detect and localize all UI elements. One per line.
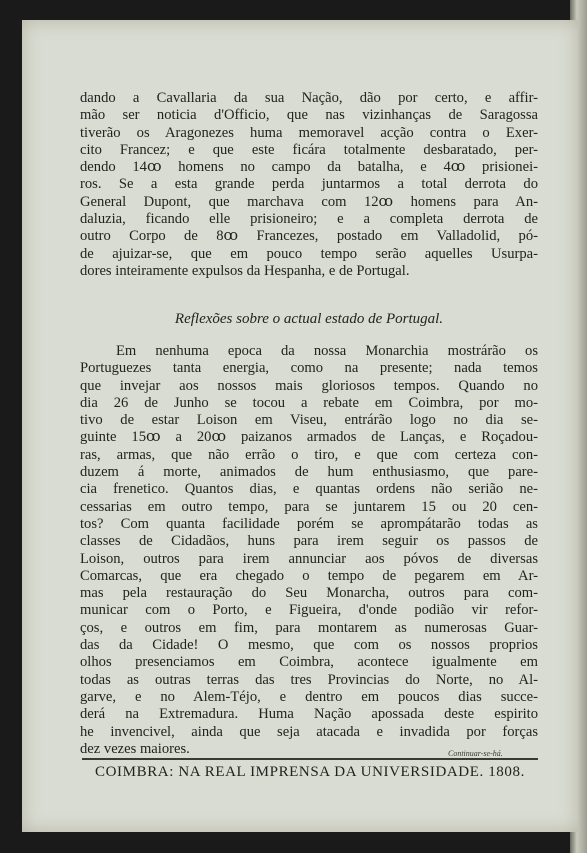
text-line: de ajuizar-se, que em pouco tempo serão aquelles Usurpa- — [80, 245, 538, 262]
text-line: ras, armas, que não errão o tiro, e que com certeza con- — [80, 446, 538, 463]
text-line: dando a Cavallaria da sua Nação, dão por certo, e affir- — [80, 90, 538, 106]
text-line: cessarias em outro tempo, para se juntarem 15 ou 20 cen- — [80, 498, 538, 515]
text-line: tiverão os Aragonezes huma memoravel acção contra o Exer- — [80, 124, 538, 141]
text-line: ços, e outros em fim, para montarem as numerosas Guar- — [80, 619, 538, 636]
imprint-line: COIMBRA: NA REAL IMPRENSA DA UNIVERSIDADE. 1808. — [95, 764, 525, 780]
text-line: das da Cidade! O mesmo, que com os nossos proprios — [80, 637, 538, 654]
paragraph-2 — [80, 343, 538, 758]
text-line: derá na Extremadura. Huma Nação apossada deste espirito — [80, 706, 538, 723]
text-line: Em nenhuma epoca da nossa Monarchia mostrárão os — [116, 343, 538, 359]
text-line: cia frenetico. Quantos dias, e quantas ordens não serião ne- — [80, 481, 538, 498]
text-line: Portuguezes tanta energia, como na presente; nada temos — [80, 360, 538, 377]
text-line: cito Francez; e que este ficára totalmente desbaratado, per- — [80, 141, 538, 158]
text-line: todas as outras terras das tres Provincias do Norte, no Al- — [80, 671, 538, 688]
text-line: daluzia, ficando elle prisioneiro; e a completa derrota de — [80, 211, 538, 228]
text-line: ros. Se a esta grande perda juntarmos a total derrota do — [80, 176, 538, 193]
paragraph-1 — [80, 90, 538, 280]
text-line: mão ser noticia d'Officio, que nas vizinhanças de Saragossa — [80, 107, 538, 124]
text-line: dez vezes maiores. — [80, 740, 190, 757]
text-line: he invencivel, ainda que seja atacada e invadida por forças — [80, 723, 538, 740]
text-line: Loison, outros para irem annunciar aos póvos de diversas — [80, 550, 538, 567]
continuation-note: Continuar-se-há. — [448, 749, 503, 758]
text-line: olhos presenciamos em Coimbra, acontece igualmente em — [80, 654, 538, 671]
text-line: dendo 14ꝏ homens no campo da batalha, e 4ꝏ prisionei- — [80, 159, 538, 176]
text-line: tos? Com quanta facilidade porém se aprompátarão todas as — [80, 515, 538, 532]
footer-rule — [82, 758, 538, 760]
text-line: mas pela restauração do Seu Monarcha, outros para com- — [80, 585, 538, 602]
text-line: Comarcas, que era chegado o tempo de pegarem em Ar- — [80, 567, 538, 584]
text-line: que invejar aos nossos mais gloriosos tempos. Quando no — [80, 377, 538, 394]
section-heading: Reflexões sobre o actual estado de Portugal. — [174, 311, 444, 327]
text-line: duzem á morte, animados de hum enthusiasmo, que pare- — [80, 464, 538, 481]
text-line: municar com o Porto, e Figueira, d'onde podião vir refor- — [80, 602, 538, 619]
text-line: classes de Cidadãos, huns para irem seguir os passos de — [80, 533, 538, 550]
text-line: guinte 15ꝏ a 20ꝏ paizanos armados de Lanças, e Roçadou- — [80, 429, 538, 446]
text-line: outro Corpo de 8ꝏ Francezes, postado em Valladolid, pó- — [80, 228, 538, 245]
text-line: dores inteiramente expulsos da Hespanha, e de Portugal. — [80, 262, 410, 279]
text-line: garve, e no Alem-Téjo, e dentro em poucos dias succe- — [80, 688, 538, 705]
text-line: tivo de estar Loison em Viseu, entrárão logo no dia se- — [80, 412, 538, 429]
text-line: dia 26 de Junho se tocou a rebate em Coimbra, por mo- — [80, 394, 538, 411]
text-line: General Dupont, que marchava com 12ꝏ homens para An- — [80, 193, 538, 210]
